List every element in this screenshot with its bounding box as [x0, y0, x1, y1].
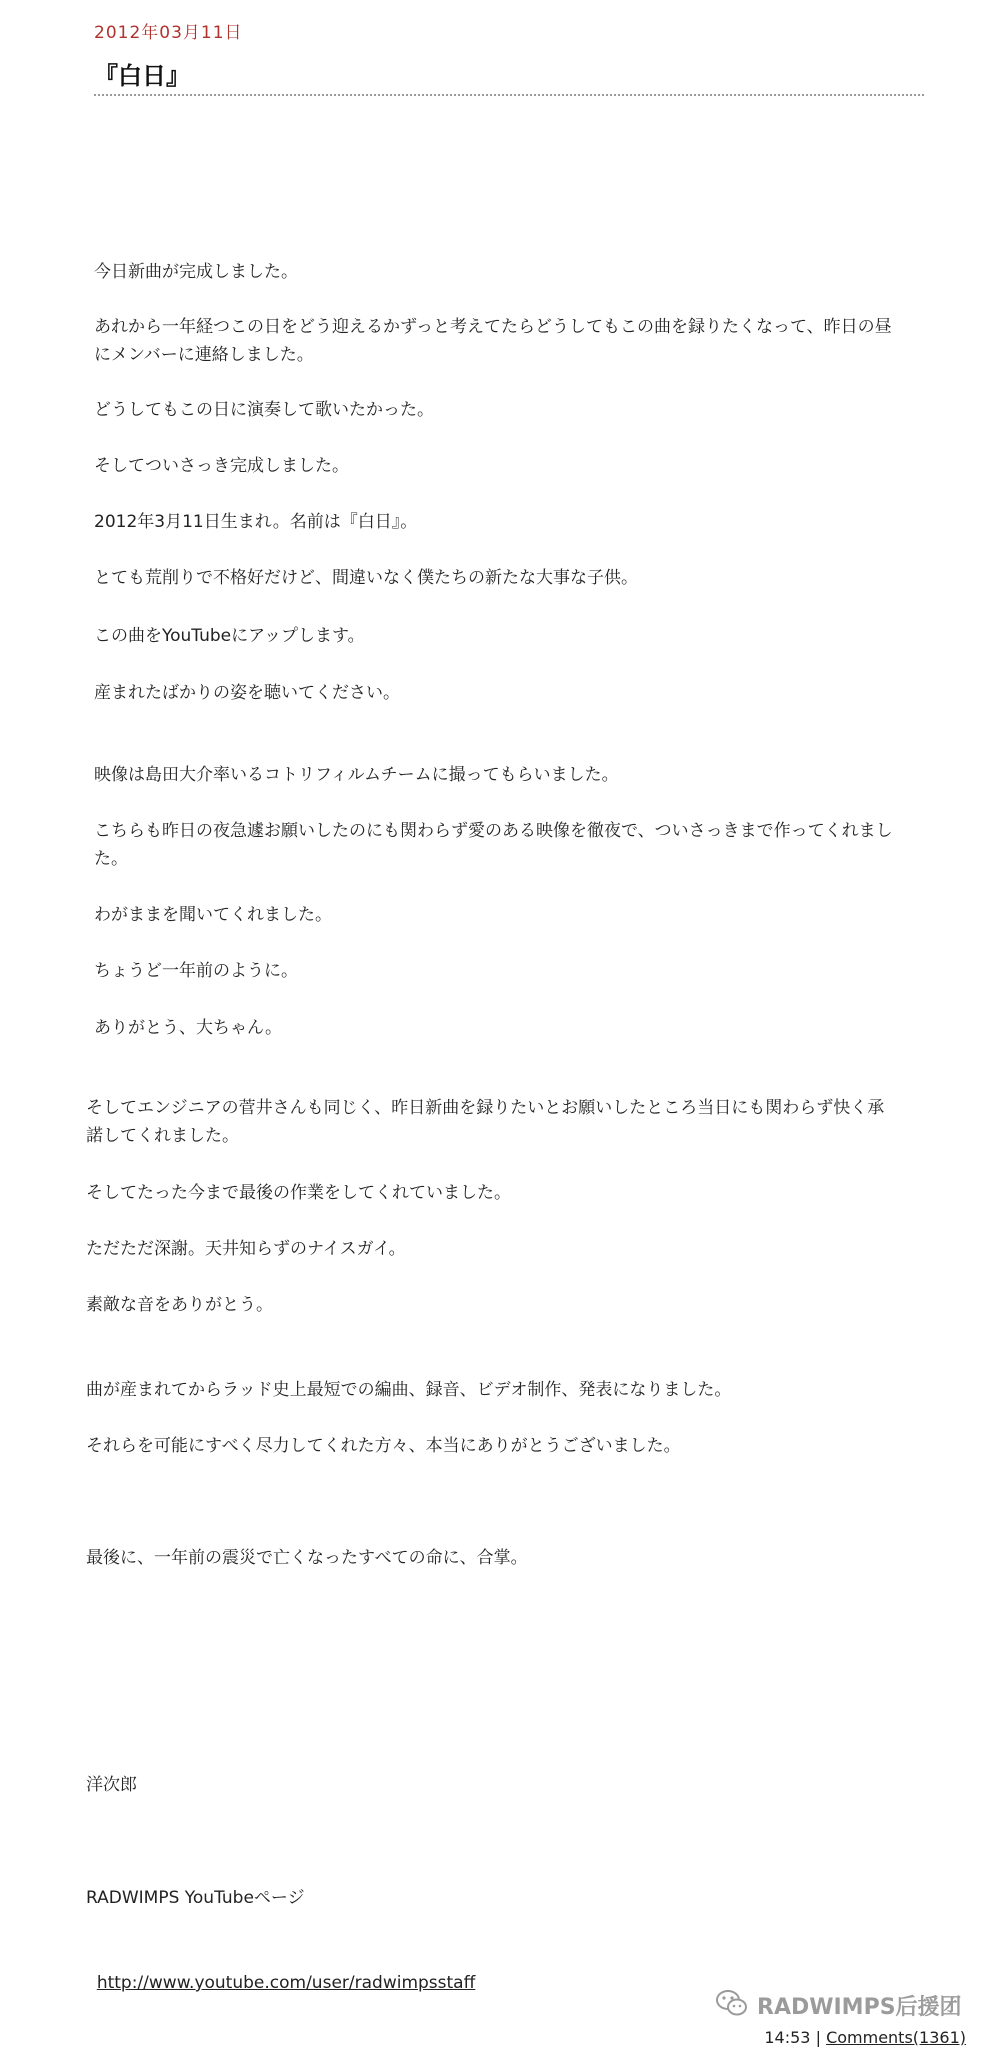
youtube-link[interactable]: http://www.youtube.com/user/radwimpsstaff [96, 1973, 476, 1993]
post-footer [764, 2028, 966, 2047]
comments-link[interactable]: Comments(1361) [826, 2028, 966, 2047]
paragraph: どうしてもこの日に演奏して歌いたかった。 [94, 400, 434, 420]
paragraph: 曲が産まれてからラッド史上最短での編曲、録音、ビデオ制作、発表になりました。 [86, 1380, 732, 1400]
title-divider [94, 94, 924, 96]
post-time: 14:53 [764, 2028, 811, 2047]
paragraph: そしてエンジニアの菅井さんも同じく、昨日新曲を録りたいとお願いしたところ当日にも関わらず快く承 諾してくれました。 [86, 1098, 885, 1146]
paragraph: 2012年3月11日生まれ。名前は『白日』。 [94, 512, 418, 532]
watermark-text: RADWIMPS后援团 [757, 1994, 962, 2020]
paragraph: 最後に、一年前の震災で亡くなったすべての命に、合掌。 [86, 1548, 528, 1568]
post-title: 『白日』 [94, 62, 190, 90]
post-date: 2012年03月11日 [94, 23, 243, 43]
footer-separator: | [815, 2028, 821, 2047]
paragraph: ありがとう、大ちゃん。 [94, 1018, 283, 1038]
signature: 洋次郎 [86, 1775, 137, 1795]
paragraph: 映像は島田大介率いるコトリフィルムチームに撮ってもらいました。 [94, 765, 619, 785]
paragraph: そしてついさっき完成しました。 [94, 456, 349, 476]
paragraph: ちょうど一年前のように。 [94, 961, 298, 981]
paragraph: わがままを聞いてくれました。 [94, 905, 332, 925]
watermark [715, 1988, 962, 2022]
paragraph: こちらも昨日の夜急遽お願いしたのにも関わらず愛のある映像を徹夜で、ついさっきまで作ってくれまし た。 [94, 821, 893, 869]
paragraph: あれから一年経つこの日をどう迎えるかずっと考えてたらどうしてもこの曲を録りたくなって、昨日の昼 にメンバーに連絡しました。 [94, 317, 892, 365]
paragraph: とても荒削りで不格好だけど、間違いなく僕たちの新たな大事な子供。 [94, 568, 638, 588]
paragraph: そしてたった今まで最後の作業をしてくれていました。 [86, 1183, 511, 1203]
paragraph: 産まれたばかりの姿を聴いてください。 [94, 683, 400, 703]
wechat-icon [715, 1989, 749, 2021]
paragraph: それらを可能にすべく尽力してくれた方々、本当にありがとうございました。 [86, 1436, 681, 1456]
paragraph: 素敵な音をありがとう。 [86, 1295, 273, 1315]
youtube-page-label: RADWIMPS YouTubeページ [86, 1888, 305, 1908]
paragraph: ただただ深謝。天井知らずのナイスガイ。 [86, 1239, 406, 1259]
paragraph: この曲をYouTubeにアップします。 [94, 626, 365, 646]
paragraph: 今日新曲が完成しました。 [94, 262, 298, 282]
